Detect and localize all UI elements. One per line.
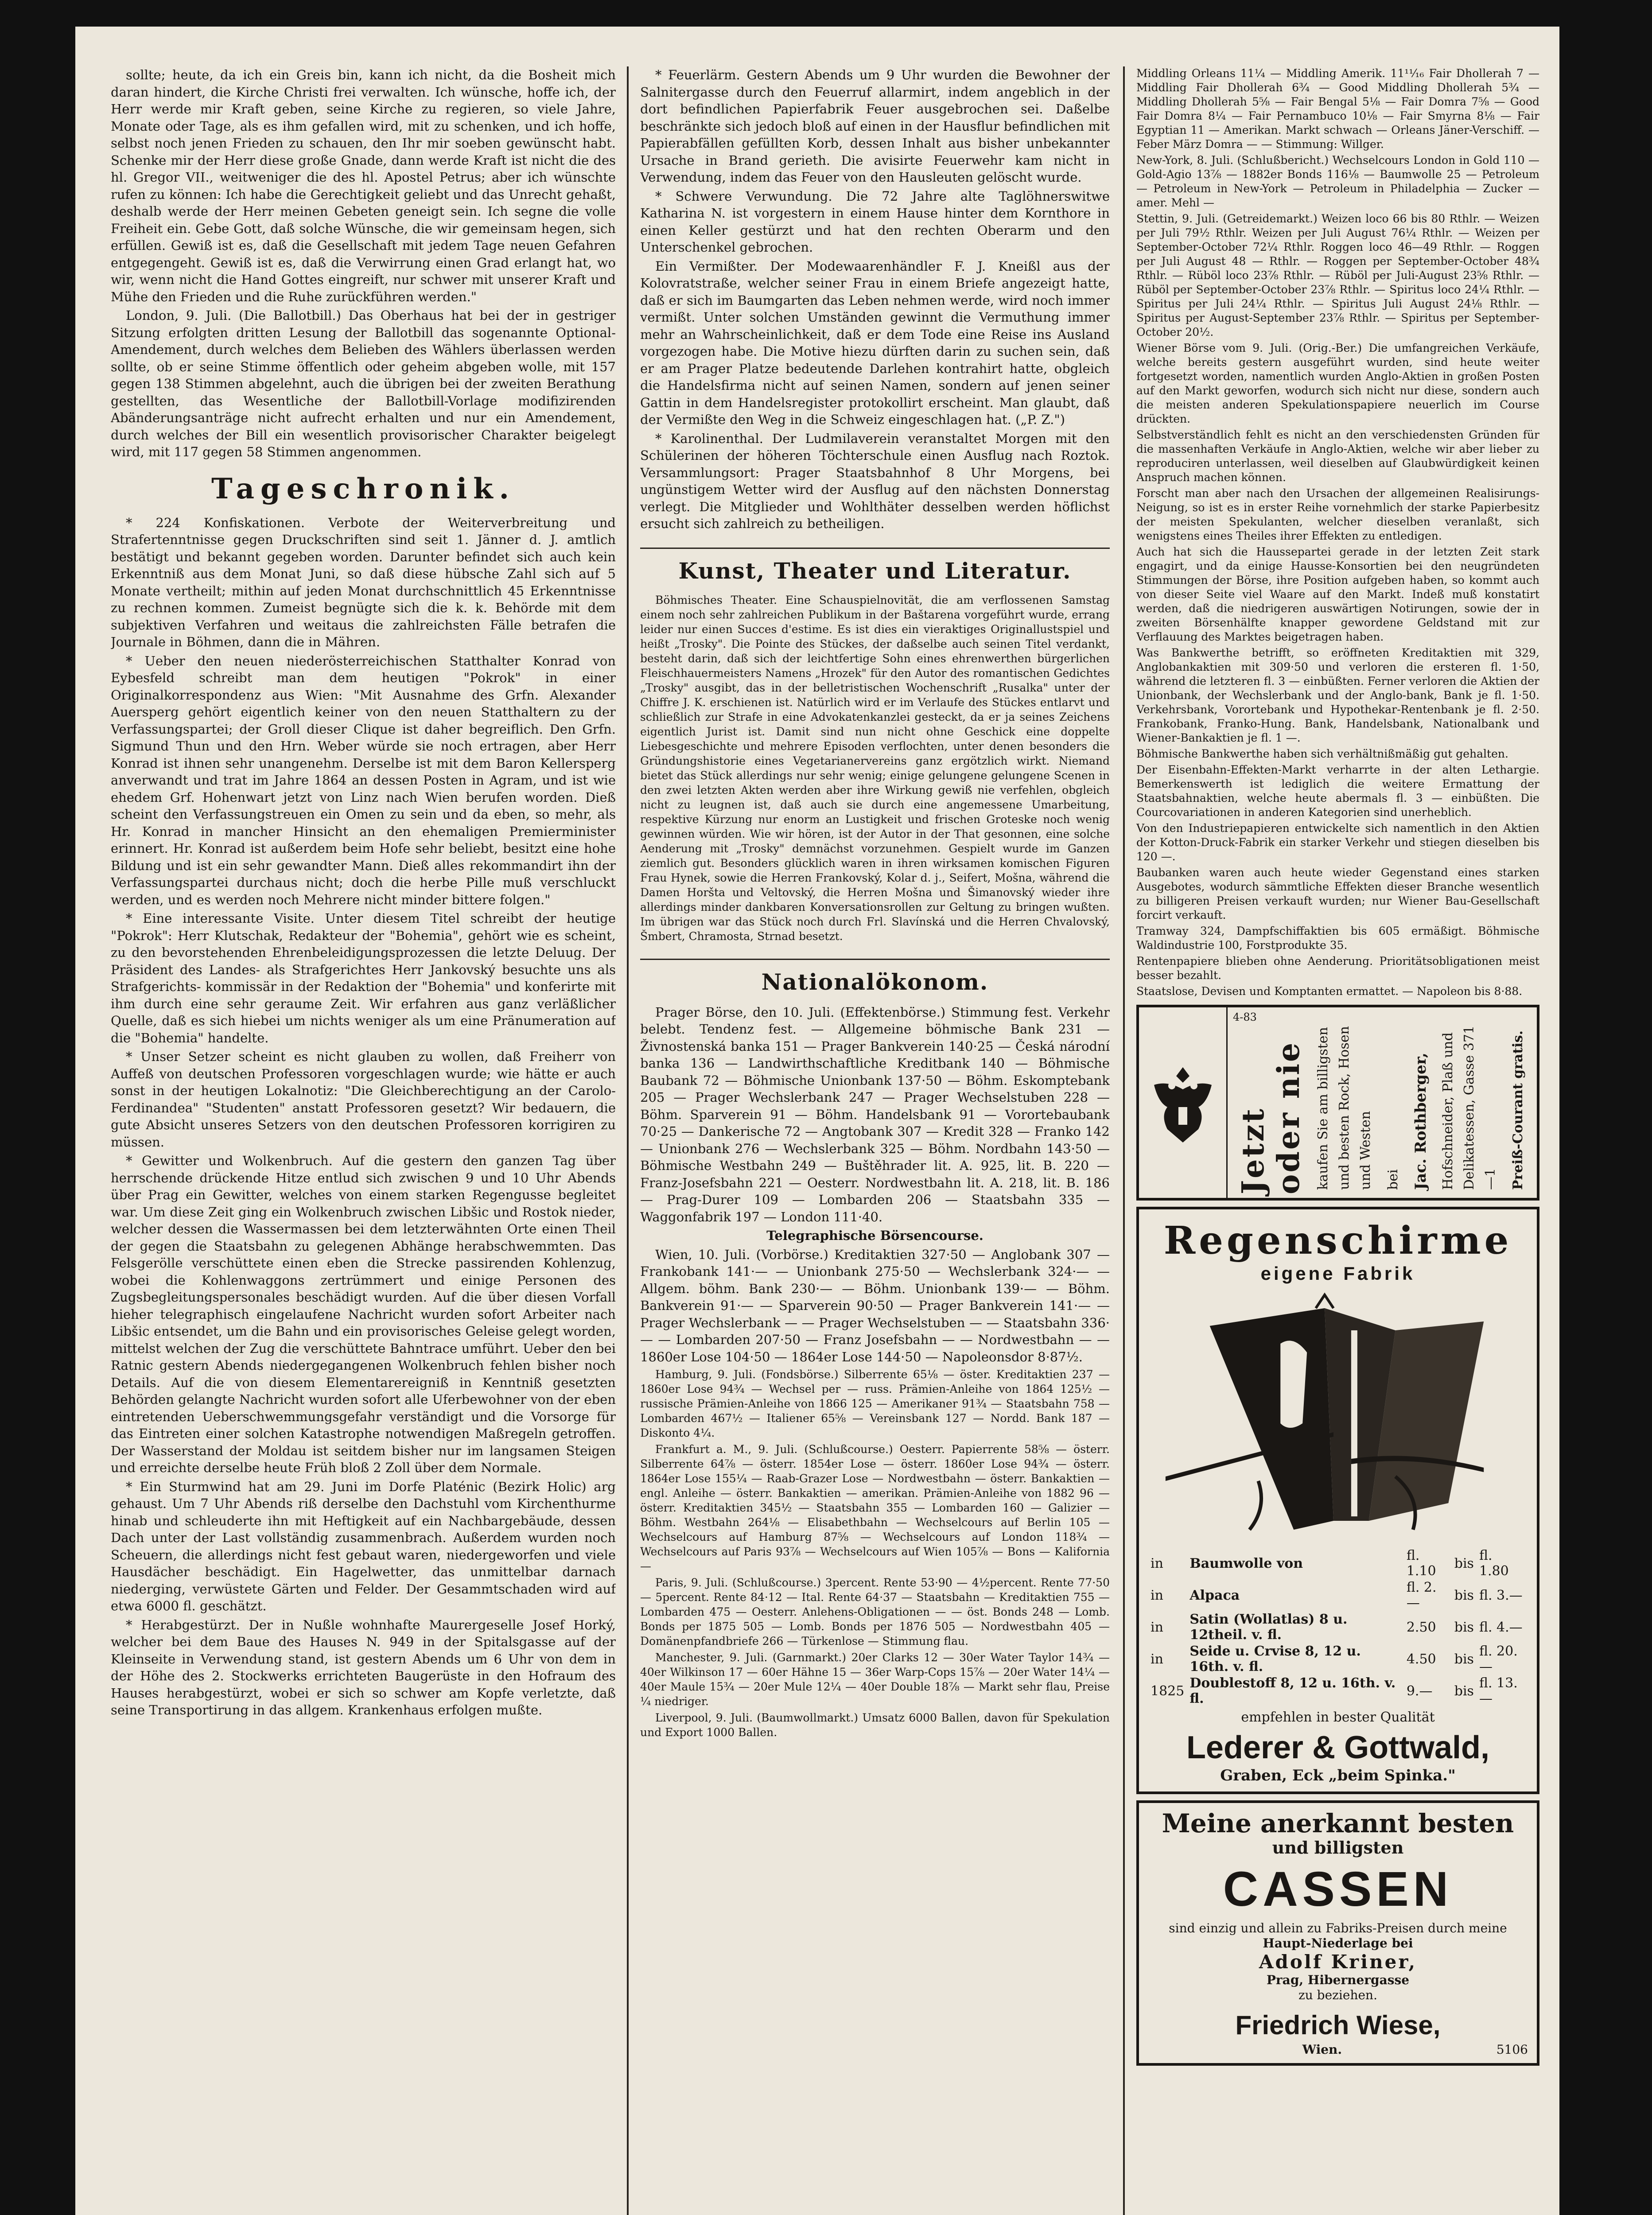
section-heading-tageschronik: Tageschronik. bbox=[211, 472, 515, 505]
ad-firm: Friedrich Wiese, bbox=[1235, 2010, 1441, 2040]
ad-bei: bei bbox=[1385, 1169, 1401, 1190]
price-label: Satin (Wollatlas) 8 u. 12theil. v. fl. bbox=[1189, 1612, 1348, 1643]
bis-word: bis bbox=[1454, 1555, 1474, 1571]
ad-footer bbox=[1148, 2042, 1528, 2057]
price-to: fl. 13.— bbox=[1479, 1675, 1518, 1706]
market-report: Der Eisenbahn-Effekten-Markt verharrte in der alten Lethargie. Bemerkenswerth ist lediglich die weitere Ermattung der Staatsbahnaktien, welche heute abermals fl. 3 — einbüßten. Die Courcovariationen in anderen Kategorien sind unerheblich. bbox=[1136, 763, 1539, 819]
ad-vertical-text bbox=[1236, 1013, 1529, 1194]
market-report: Hamburg, 9. Juli. (Fondsbörse.) Silberrente 65⅛ — öster. Kreditaktien 237 — 1860er Lose 94¾ — Wechsel per — russ. Prämien-Anleihe von 1864 125½ — russische Prämien-Anleihe von 1866 125 — Amerikaner 91¾ — Staatsbahn 758 — Lombarden 467½ — Italiener 65⅝ — Vereinsbank 127 — Nordd. Bank 187 — Diskonto 4¼. bbox=[640, 1368, 1110, 1439]
price-row bbox=[1148, 1579, 1528, 1611]
price-from: fl. 1.10 bbox=[1406, 1548, 1436, 1579]
market-report: Wiener Börse vom 9. Juli. (Orig.-Ber.) Die umfangreichen Verkäufe, welche bereits gestern ausgeführt wurden, sind heute weiter fortgesetzt worden, namentlich wurden Anglo-Aktien in großen Posten auf den Markt geworfen, wodurch sich nicht nur diese, sondern auch die meisten anderen Spekulationspapiere neuerlich im Course drückten. bbox=[1136, 342, 1539, 425]
market-report: Middling Orleans 11¼ — Middling Amerik. 11¹¹⁄₁₆ Fair Dhollerah 7 — Middling Fair Dhollerah 6¾ — Good Middling Dhollerah 5¾ — Middling Dhollerah 5⅝ — Fair Bengal 5⅛ — Fair Domra 7⅝ — Good Fair Domra 8¼ — Fair Pernambuco 10⅛ — Fair Smyrna 8⅛ — Fair Egyptian 11 — Amerikan. Markt schwach — Orleans Jäner-Verschiff. — Feber März Domra — — Stimmung: Willger. bbox=[1136, 67, 1539, 151]
london-paragraph: London, 9. Juli. (Die Ballotbill.) Das Oberhaus hat bei der in gestriger Sitzung erfolgten dritten Lesung der Ballotbill das sogenannte Optional-Amendement, durch welches dem Belieben des Wählers überlassen werden sollte, ob er seine Stimme öffentlich oder geheim abgeben wolle, mit 157 gegen 138 Stimmen abgelehnt, auch die übrigen bei der zweiten Berathung gestellten, das Wesentliche der Ballotbill-Vorlage modifizirenden Abänderungsanträge nicht aufrecht erhalten und nur ein Amendement, durch welches der Bill ein wesentlich provisorischer Charakter beigelegt wird, mit 117 gegen 58 Stimmen angenommen. bbox=[111, 308, 616, 459]
market-report: Manchester, 9. Juli. (Garnmarkt.) 20er Clarks 12 — 30er Water Taylor 14¾ — 40er Wilkinson 17 — 60er Hähne 15 — 36er Warp-Cops 15⅞ — 20er Water 14¼ — 40er Maule 15¾ — 20er Mule 12¼ — 40er Double 18⅞ — Markt sehr flau, Preise ¼ niedriger. bbox=[640, 1651, 1110, 1708]
price-to: fl. 4.— bbox=[1479, 1619, 1523, 1635]
market-report: Prager Börse, den 10. Juli. (Effektenbörse.) Stimmung fest. Verkehr belebt. Tendenz fest. — Allgemeine böhmische Bank 231 — Živnostenská banka 151 — Prager Bankverein 140·25 — Česká národní banka 136 — Landwirthschaftliche Kreditbank 140 — Böhmische Baubank 72 — Böhmische Unionbank 137·50 — Böhm. Eskomptebank 205 — Prager Wechslerbank 247 — Prager Wechselstuben 228 — Böhm. Sparverein 91 — Böhm. Handelsbank 91 — Vorortebaubank 70·25 — Dankerische 72 — Angtobank 307 — Kredit 328 — Franko 142 — Unionbank 276 — Wechslerbank 325 — Böhm. Nordbahn 143·50 — Böhmische Westbahn 249 — Buštěhrader lit. A. 925, lit. B. 220 — Franz-Josefsbahn 221 — Oesterr. Nordwestbahn lit. A. 218, lit. B. 186 — Prag-Durer 109 — Lombarden 206 — Staatsbahn 335 — Waggonfabrik 197 — London 111·40. bbox=[640, 1004, 1110, 1224]
double-eagle-icon bbox=[1145, 1058, 1221, 1147]
ad-left-panel bbox=[1139, 1007, 1228, 1198]
news-item: * Ein Sturmwind hat am 29. Juni im Dorfe Platénic (Bezirk Holic) arg gehaust. Um 7 Uhr Abends riß derselbe den Dachstuhl vom Kirchenthurme hinab und schleuderte ihn mit Heftigkeit auf ein Nachbargebäude, dessen Dach unter der Last vollständig zusammenbrach. Außerdem wurden noch Scheuern, die allerdings nicht fest gebaut waren, niedergeworfen und viele Hausdächer beschädigt. Ein Hagelwetter, das unmittelbar darnach niederging, verwüstete Gärten und Felder. Der Gesammtschaden wird auf etwa 6000 fl. geschätzt. bbox=[111, 1479, 616, 1613]
price-label: Alpaca bbox=[1189, 1587, 1240, 1603]
market-report: Paris, 9. Juli. (Schlußcourse.) 3percent. Rente 53·90 — 4½percent. Rente 77·50 — 5percent. Rente 84·12 — Ital. Rente 64·37 — Staatsbahn — Kreditaktien 755 — Lombarden 475 — Oesterr. Anlehens-Obligationen — — öst. Bonds 248 — Lomb. Bonds per 1875 505 — Lomb. Bonds per 1876 505 — Nordwestbahn 405 — Domänenpfandbriefe 266 — Türkenlose — Stimmung flau. bbox=[640, 1576, 1110, 1648]
news-item: * Eine interessante Visite. Unter diesem Titel schreibt der heutige "Pokrok": Herr Klutschak, Redakteur der "Bohemia", gehört wie es scheint, zu den bevorstehenden Ehrenbeleidigungsprozessen die letzte Deluug. Der Präsident des Landes- als Strafgerichtes Herr Jankovský besuchte uns als Strafgerichts- kommissär in der Redaktion der "Bohemia" und konferirte mit ihm durch eine sehr geraume Zeit. Wir erfahren aus ganz verläßlicher Quelle, daß es sich hiebei um nichts weniger als um eine Pränumeration auf die "Bohemia" handelte. bbox=[111, 911, 616, 1045]
ad-text: kaufen Sie am billigsten und besten Rock, Hosen und Westen bbox=[1315, 1026, 1373, 1190]
market-reports bbox=[1136, 66, 1539, 999]
bis-word: bis bbox=[1454, 1651, 1474, 1667]
market-report: Stettin, 9. Juli. (Getreidemarkt.) Weizen loco 66 bis 80 Rthlr. — Weizen per Juli 79½ Rthlr. Weizen per Juli August 76¼ Rthlr. — Weizen per September-October 72¼ Rthlr. Roggen loco 46—49 Rthlr. — Roggen per Juli August 48 — Rthlr. — Roggen per September-October 48¾ Rthlr. — Rüböl loco 23⅞ Rthlr. — Rüböl per Juli-August 23⅝ Rthlr. — Rüböl per September-October 23⅞ Rthlr. — Spiritus loco 24¼ Rthlr. — Spiritus per Juli 24¼ Rthlr. — Spiritus Juli August 24⅛ Rthlr. — Spiritus per August-September 23⅞ Rthlr. — Spiritus per September-October 20½. bbox=[1136, 212, 1539, 338]
ad-address: Graben, Eck „beim Spinka." bbox=[1220, 1767, 1456, 1784]
price-to: fl. 3.— bbox=[1479, 1587, 1523, 1603]
news-item: * Feuerlärm. Gestern Abends um 9 Uhr wurden die Bewohner der Salnitergasse durch den Feuerruf allarmirt, indem angeblich in der dort befindlichen Papierfabrik Feuer ausgebrochen sei. Daßelbe beschränkte sich jedoch bloß auf einen in der Hausflur befindlichen mit Papierabfällen gefüllten Korb, dessen Inhalt aus bisher unbekannter Ursache in Brand gerieth. Die avisirte Feuerwehr kam nicht in Verwendung, indem das Feuer von den Hausleuten gelöscht wurde. bbox=[640, 67, 1110, 185]
bis-word: bis bbox=[1454, 1683, 1474, 1699]
umbrella-illustration-icon bbox=[1148, 1290, 1528, 1539]
market-report: Baubanken waren auch heute wieder Gegenstand eines starken Ausgebotes, wodurch sämmtliche Effekten dieser Branche wesentlich zu billigeren Preisen verkauft wurden; nur Wiener Bau-Gesellschaft forcirt verkauft. bbox=[1136, 866, 1539, 921]
price-from: 9.— bbox=[1406, 1683, 1433, 1699]
intro-article bbox=[111, 66, 616, 305]
ad-number: 5106 bbox=[1496, 2042, 1528, 2057]
ad-headline: Jetzt oder nie bbox=[1236, 1041, 1306, 1194]
ad-body bbox=[1228, 1007, 1537, 1198]
price-row bbox=[1148, 1643, 1528, 1675]
news-item: * Ueber den neuen niederösterreichischen Statthalter Konrad von Eybesfeld schreibt man dem heutigen "Pokrok" in einer Originalkorrespondenz aus Wien: "Mit Ausnahme des Grfn. Alexander Auersperg gehört eigentlich keiner von den neuen Statthaltern zu der Verfassungspartei; der Groll dieser Clique ist daher begreiflich. Den Grfn. Sigmund Thun und den Hrn. Weber würde sie noch ertragen, aber Herr Konrad ist ihnen sehr unangenehm. Derselbe ist mit dem Baron Kellersperg anverwandt und trat im Jahre 1864 an dessen Posten in Agram, und ist wie ehedem Grf. Hohenwart jetzt von Linz nach Wien berufen worden. Dieß scheint den Verfassungstreuen ein Omen zu sein und da eben, so mehr, als Hr. Konrad in mancher Hinsicht an den ehemaligen Premierminister erinnert. Hr. Konrad ist außerdem beim Hofe sehr beliebt, besitzt eine hohe Bildung und ist ein sehr gewandter Mann. Dieß alles rekommandirt ihn der Verfassungspartei durchaus nicht; doch die herbe Pille muß verschluckt werden, und es werden noch Mehrere nicht minder bittere folgen." bbox=[111, 653, 616, 907]
news-item: * 224 Konfiskationen. Verbote der Weiterverbreitung und Strafertenntnisse gegen Druckschriften sind seit 1. Jänner d. J. amtlich bestätigt und bekannt gegeben worden. Darunter befindet sich auch kein Erkenntniß aus dem Monat Juni, so daß diese hübsche Zahl sich auf 5 Monate vertheilt; mithin auf jeden Monat durchschnittlich 45 Erkenntnisse zu rechnen kommen. Zumeist begnügte sich die k. k. Behörde mit dem subjektiven Verfahren und weitaus die zahlreichsten Fälle betrafen die Journale in Böhmen, dann die in Mähren. bbox=[111, 515, 616, 649]
foreign-markets bbox=[640, 1367, 1110, 1740]
in-word: in bbox=[1151, 1587, 1163, 1603]
price-to: fl. 20.— bbox=[1479, 1644, 1518, 1675]
in-word: in bbox=[1151, 1619, 1163, 1635]
market-report: Forscht man aber nach den Ursachen der allgemeinen Realisirungs-Neigung, so ist es in erster Reihe vornehmlich der starke Papierbesitz der meisten Spekulanten, welcher dieselben veranlaßt, sich wenigstens eines Theiles ihrer Effekten zu entledigen. bbox=[1136, 487, 1539, 542]
market-report: New-York, 8. Juli. (Schlußbericht.) Wechselcours London in Gold 110 — Gold-Agio 13⅞ — 1882er Bonds 116⅛ — Baumwolle 25 — Petroleum — Petroleum in New-York — Petroleum in Philadelphia — Zucker — amer. Mehl — bbox=[1136, 154, 1539, 209]
market-report: Selbstverständlich fehlt es nicht an den verschiedensten Gründen für die massenhaften Verkäufe in Anglo-Aktien, welche wir aber lieber zu reproduciren unterlassen, weil dieselben auf Glaubwürdigkeit keinen Anspruch machen können. bbox=[1136, 428, 1539, 484]
ad-line: zu beziehen. bbox=[1298, 1988, 1377, 2002]
market-report: Was Bankwerthe betrifft, so eröffneten Kreditaktien mit 329, Anglobankaktien mit 309·50 und verloren die ersteren fl. 1·50, während die letzteren fl. 3 — einbüßten. Ferner verloren die Aktien der Unionbank, der Wechslerbank und der Anglo-bank, Bank je fl. 1·50. Verkehrsbank, Vorortebank und Hypothekar-Rentenbank je fl. 2·50. Frankobank, Franko-Hung. Bank, Handelsbank, Nationalbank und Wiener-Bankaktien je fl. 1 —. bbox=[1136, 646, 1539, 744]
column-middle bbox=[640, 66, 1110, 2215]
ad-line: sind einzig und allein zu Fabriks-Preisen durch meine bbox=[1169, 1921, 1507, 1935]
news-item: Ein Vermißter. Der Modewaarenhändler F. J. Kneißl aus der Kolovratstraße, welcher seiner Frau in einem Briefe angezeigt hatte, daß er sich im Baumgarten das Leben nehmen werde, wird noch immer vermißt. Unter solchen Umständen gewinnt die Vermuthung immer mehr an Wahrscheinlichkeit, daß er dem Tode eine Reise ins Ausland vorgezogen habe. Die Motive hiezu dürften darin zu suchen sein, daß er am Prager Platze bedeutende Darlehen kontrahirt hatte, obgleich die Handelsfirma nicht auf seinen Namen, sondern auf jenen seiner Gattin in dem Handelsregister protokollirt erscheint. Man glaubt, daß der Vermißte den Weg in die Schweiz eingeschlagen hat. („P. Z.") bbox=[640, 258, 1110, 427]
intro-paragraph: sollte; heute, da ich ein Greis bin, kann ich nicht, da die Bosheit mich daran hindert, die Kirche Christi frei verwalten. Ich wünsche, hoffe ich, der Herr werde mir Kraft geben, seine Kirche zu regieren, so viele Jahre, Monate oder Tage, als es ihm gefallen wird, mit zu schenken, und ich hoffe, selbst noch jenen Frieden zu schauen, den Ihr mir soeben gewünscht habt. Schenke mir der Herr diese große Gnade, dann werde Kraft ist nicht die des hl. Gregor VII., weitweniger die des hl. Apostel Petrus; aber ich wünschte rufen zu können: Ich habe die Gerechtigkeit geliebt und das Unrecht gehaßt, deshalb werde der Herr meinen Gebeten geneigt sein. Ich segne die volle Freiheit ein. Gebe Gott, daß solche Wünsche, die wir gemeinsam hegen, sich erfüllen. Gewiß ist es, daß die Gesellschaft mit jedem Tage neuen Gefahren entgegengeht. Gewiß ist es, daß die Verwirrung einen Grad erlangt hat, wo wir, wenn nicht die Hand Gottes eingreift, nur schwer mit unserer Kraft und Mühe den Frieden und die Ruhe zurückführen werden." bbox=[111, 67, 616, 304]
ad-note: empfehlen in bester Qualität bbox=[1241, 1710, 1435, 1725]
ad-address: Hofschneider, Plaß und Delikatessen, Gasse 371—1 bbox=[1440, 1025, 1498, 1190]
price-label: Doublestoff 8, 12 u. 16th. v. fl. bbox=[1189, 1675, 1396, 1706]
section-heading-kunst: Kunst, Theater und Literatur. bbox=[640, 548, 1110, 584]
price-from: fl. 2.— bbox=[1406, 1580, 1437, 1611]
advertisement-regenschirme bbox=[1136, 1207, 1539, 1794]
market-report: Frankfurt a. M., 9. Juli. (Schlußcourse.) Oesterr. Papierrente 58⅝ — österr. Silberrente 64⅞ — österr. 1854er Lose — österr. 1860er Lose 94¾ — österr. 1864er Lose 155¼ — Raab-Grazer Lose — Nordwestbahn — österr. Bankaktien — engl. Anleihe — österr. Bankaktien — amerikan. Prämien-Anleihe von 1882 96 — österr. Kreditaktien 345½ — Staatsbahn 355 — Lombarden 160 — Galizier — Böhm. Westbahn 264⅛ — Elisabethbahn — Wechselcours auf Berlin 105 — Wechselcours auf Hamburg 87⅝ — Wechselcours auf London 118¾ — Wechselcours auf Paris 93⅞ — Wechselcours auf Wien 105⅞ — Bons — Kalifornia — bbox=[640, 1443, 1110, 1573]
ad-year: 1825 bbox=[1151, 1683, 1185, 1699]
news-item: * Gewitter und Wolkenbruch. Auf die gestern den ganzen Tag über herrschende drückende Hitze entlud sich zwischen 9 und 10 Uhr Abends über Prag ein Gewitter, welches von einem starken Regengusse begleitet war. Um diese Zeit ging ein Wolkenbruch zwischen Libšic und Rostok nieder, welcher dessen die Wassermassen bei dem letzterwähnten Orte einen Theil der gegen die Staatsbahn zu gelegenen Abhänge herabschwemmten. Das Felsgerölle verschüttete einen eben die Strecke passirenden Kohlenzug, wobei die Kohlenwaggons zertrümmert und einige Personen des Zugsbegleitungspersonales beschädigt wurden. Auf die über diesen Vorfall hieher telegraphisch eingelaufene Nachricht wurden sofort Arbeiter nach Libšic entsendet, um die Bahn und ein provisorisches Geleise gelegt worden, mittelst welchen der Zug die verschüttete Bahntrace umführt. Ueber den bei Ratnic gestern Abends niedergegangenen Wolkenbruch fehlen bisher noch Details. Auf die von diesem Elementarereigniß in Kenntniß gesetzten Behörden gelangte Nachricht wurden sofort alle Uferbewohner von der eben eintretenden Ueberschwemmungsgefahr verständigt und die Vorsorge für das Eintreten einer solchen Katastrophe notwendigen Maßregeln getroffen. Der Wasserstand der Moldau ist seitdem bisher nur im langsamen Steigen und erreichte derselbe heute Früh bloß 2 Zoll über dem Normale. bbox=[111, 1153, 616, 1475]
london-article bbox=[111, 307, 616, 461]
ad-city: Wien. bbox=[1302, 2042, 1342, 2057]
advertisement-rothberger bbox=[1136, 1005, 1539, 1201]
section-heading-nationaloekonom: Nationalökonom. bbox=[640, 959, 1110, 995]
price-label: Baumwolle von bbox=[1189, 1555, 1303, 1571]
price-row bbox=[1148, 1547, 1528, 1579]
theater-paragraph: Böhmisches Theater. Eine Schauspielnovität, die am verflossenen Samstag einem noch sehr zahlreichen Publikum in der Baštarena vorgeführt wurde, errang leider nur einen Succes d'estime. Es ist dies ein vieraktiges Originallustspiel und heißt „Trosky". Die Pointe des Stückes, der daßselbe auch seinen Titel verdankt, besteht darin, daß sich der leichtfertige Sohn eines ehrenwerthen bürgerlichen Fleischhauermeisters Namens „Hrozek" für den Autor des romantischen Gedichtes „Trosky" ausgibt, das in der belletristischen Wochenschrift „Rusalka" unter der Chiffre J. K. erschienen ist. Natürlich wird er im Verlaufe des Stückes entlarvt und schließlich zur Strafe in eine Advokatenkanzlei gesteckt, da er ja seines Zeichens eigentlich Jurist ist. Damit sind nun nicht ohne Geschick eine doppelte Liebesgeschichte und mehrere Episoden verflochten, unter denen besonders die Gründungshistorie eines Vegetarianervereins ganz ergötzlich wirkt. Niemand bietet das Stück allerdings nur sehr wenig; einige gelungene gelungene Scenen in den zwei letzten Akten werden aber ihre Wirkung gewiß nie verfehlen, obgleich nicht zu leugnen ist, daß auch sie durch eine angemessene Umarbeitung, respektive Kürzung nur enorm an Lustigkeit und frischen Groteske noch wenig gewinnen würden. Wie wir hören, ist der Autor in der That gesonnen, eine solche Aenderung mit „Trosky" demnächst vorzunehmen. Gespielt wurde im Ganzen ziemlich gut. Besonders glücklich waren in ihren wirksamen komischen Figuren Frau Hynek, sowie die Herren Frankovský, Kolar d. j., Seifert, Mošna, während die Damen Horšta und Veltovský, die Herren Mošna und Šimanovský wieder ihre allerdings minder dankbaren Konversationsrollen zur Geltung zu bringen wußten. Im übrigen war das Stück noch durch Frl. Slavínská und die Herren Chvalovský, Šmbert, Chramosta, Strnad besetzt. bbox=[640, 593, 1110, 943]
market-report: Staatslose, Devisen und Komptanten ermattet. — Napoleon bis 8·88. bbox=[1136, 985, 1523, 998]
ad-line: Haupt-Niederlage bei bbox=[1263, 1936, 1413, 1951]
market-report: Liverpool, 9. Juli. (Baumwollmarkt.) Umsatz 6000 Ballen, davon für Spekulation und Export 1000 Ballen. bbox=[640, 1711, 1110, 1739]
ad-address: Prag, Hibernergasse bbox=[1266, 1973, 1410, 1987]
market-report: Wien, 10. Juli. (Vorbörse.) Kreditaktien 327·50 — Anglobank 307 — Frankobank 141·— — Unionbank 275·50 — Wechslerbank 324·— — Allgem. böhm. Bank 230·— — Böhm. Unionbank 139·— — Böhm. Bankverein 91·— — Sparverein 90·50 — Prager Bankverein 141·— — Prager Wechslerbank — — Prager Wechselstuben — — Staatsbahn 336·— — Lombarden 207·50 — Franz Josefsbahn — — Nordwestbahn — — 1860er Lose 104·50 — 1864er Lose 144·50 — Napoleonsdor 8·87½. bbox=[640, 1247, 1110, 1364]
advertisement-cassen bbox=[1136, 1800, 1539, 2066]
market-report: Tramway 324, Dampfschiffaktien bis 605 ermäßigt. Böhmische Waldindustrie 100, Forstprodukte 35. bbox=[1136, 925, 1539, 952]
market-report: Auch hat sich die Haussepartei gerade in der letzten Zeit stark engagirt, und da einige Hausse-Konsortien bei den neugründeten Stimmungen der Börse, ihre Position aufgeben haben, so kommt auch von dieser Seite viel Waare auf den Markt. Indeß muß konstatirt werden, daß die niedrigeren auswärtigen Notirungen, sowie der in zweiten Börsenhälfte knapper gewordene Geldstand mit zur Verflauung des Marktes beigetragen haben. bbox=[1136, 545, 1539, 643]
ad-code: 4-83 bbox=[1233, 1011, 1257, 1023]
market-report: Rentenpapiere blieben ohne Aenderung. Prioritätsobligationen meist besser bezahlt. bbox=[1136, 955, 1539, 982]
bis-word: bis bbox=[1454, 1587, 1474, 1603]
subheading-boersencourse: Telegraphische Börsencourse. bbox=[766, 1228, 983, 1243]
column-rule bbox=[1123, 66, 1125, 2215]
market-report: Böhmische Bankwerthe haben sich verhältnißmäßig gut gehalten. bbox=[1136, 747, 1508, 760]
news-item: * Karolinenthal. Der Ludmilaverein veranstaltet Morgen mit den Schülerinen der höheren Töchterschule einen Ausflug nach Roztok. Versammlungsort: Prager Staatsbahnhof 8 Uhr Morgens, bei ungünstigem Wetter wird der Ausflug auf den nächsten Donnerstag verlegt. Die Mitglieder und Wohlthäter desselben werden höflichst ersucht sich zahlreich zu betheiligen. bbox=[640, 431, 1110, 531]
news-item: * Schwere Verwundung. Die 72 Jahre alte Taglöhnerswitwe Katharina N. ist vorgestern in einem Hause hinter dem Kornthore in einen Keller gestürzt und hat den rechten Oberarm und den Unterschenkel gebrochen. bbox=[640, 188, 1110, 255]
in-word: in bbox=[1151, 1651, 1163, 1667]
ad-subtitle: eigene Fabrik bbox=[1260, 1263, 1415, 1284]
price-from: 2.50 bbox=[1406, 1619, 1436, 1635]
theater-review bbox=[640, 593, 1110, 944]
price-row bbox=[1148, 1675, 1528, 1707]
column-left bbox=[111, 66, 616, 2215]
price-row bbox=[1148, 1611, 1528, 1643]
newspaper-page bbox=[75, 27, 1559, 2215]
price-label: Seide u. Crvise 8, 12 u. 16th. v. fl. bbox=[1189, 1644, 1361, 1675]
column-rule bbox=[627, 66, 629, 2215]
ad-firm: Lederer & Gottwald, bbox=[1186, 1730, 1490, 1765]
news-item: * Unser Setzer scheint es nicht glauben zu wollen, daß Freiherr von Auffeß von deutschen Professoren vorgeschlagen wurde; wie hätte er auch sonst in der heutigen Lokalnotiz: "Die Gleichberechtigung an der Carolo-Ferdinandea" "Studenten" anstatt Professoren gesetzt? Wir bedauern, die gute Absicht unseres Setzers von den deutschen Professoren korrigiren zu müssen. bbox=[111, 1049, 616, 1150]
in-word: in bbox=[1151, 1555, 1163, 1571]
ad-title: Regenschirme bbox=[1163, 1218, 1512, 1263]
ad-merchant-name: Adolf Kriner, bbox=[1259, 1951, 1417, 1973]
price-to: fl. 1.80 bbox=[1479, 1548, 1509, 1579]
ad-title: Meine anerkannt besten bbox=[1162, 1808, 1514, 1838]
ad-courant: Preiß-Courant gratis. bbox=[1510, 1030, 1526, 1190]
chronik-articles bbox=[111, 514, 616, 1719]
news-item: * Herabgestürzt. Der in Nußle wohnhafte Maurergeselle Josef Horký, welcher bei dem Baue des Hauses N. 949 in der Spitalsgasse auf der Kleinseite in Verwendung stand, ist gestern Abends um 6 Uhr von dem in der Höhe des 2. Stockwerks errichteten Baugerüste in den Hofraum des Hauses herabgestürzt, wobei er sich so schwer am Kopfe verletzte, daß seine Transportirung in das allgem. Krankenhaus erfolgen mußte. bbox=[111, 1617, 616, 1718]
ad-subtitle: und billigsten bbox=[1272, 1838, 1404, 1857]
market-report: Von den Industriepapieren entwickelte sich namentlich in den Aktien der Kotton-Druck-Fabrik ein starker Verkehr und stiegen dieselben bis 120 —. bbox=[1136, 822, 1539, 863]
bis-word: bis bbox=[1454, 1619, 1474, 1635]
ad-product: CASSEN bbox=[1223, 1862, 1453, 1916]
ad-merchant-name: Jac. Rothberger, bbox=[1412, 1053, 1430, 1190]
price-from: 4.50 bbox=[1406, 1651, 1436, 1667]
column-right bbox=[1136, 66, 1539, 2215]
price-table bbox=[1148, 1547, 1528, 1707]
